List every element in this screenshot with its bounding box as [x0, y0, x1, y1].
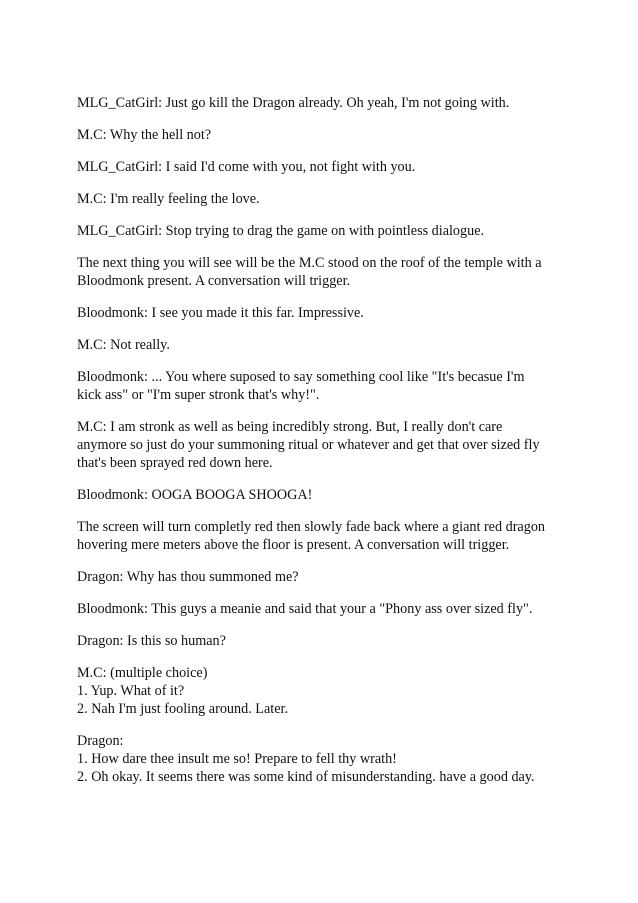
text-line: M.C: I am stronk as well as being incredibly strong. But, I really don't care	[77, 419, 503, 435]
paragraph	[77, 254, 567, 290]
text-line: M.C: Not really.	[77, 337, 170, 353]
text-line: kick ass" or "I'm super stronk that's why!".	[77, 387, 320, 403]
paragraph	[77, 336, 567, 354]
paragraph	[77, 486, 567, 504]
text-line: anymore so just do your summoning ritual or whatever and get that over sized fly	[77, 437, 540, 453]
paragraph	[77, 732, 567, 786]
text-line: M.C: I'm really feeling the love.	[77, 191, 260, 207]
text-line: Bloodmonk: This guys a meanie and said that your a "Phony ass over sized fly".	[77, 601, 533, 617]
paragraph	[77, 126, 567, 144]
text-line: 2. Oh okay. It seems there was some kind of misunderstanding. have a good day.	[77, 769, 535, 785]
text-line: MLG_CatGirl: Stop trying to drag the game on with pointless dialogue.	[77, 223, 485, 239]
paragraph	[77, 518, 567, 554]
text-line: M.C: Why the hell not?	[77, 127, 212, 143]
text-line: M.C: (multiple choice)	[77, 665, 208, 681]
text-line: that's been sprayed red down here.	[77, 455, 273, 471]
text-line: Dragon: Is this so human?	[77, 633, 226, 649]
paragraph	[77, 222, 567, 240]
paragraph	[77, 158, 567, 176]
text-line: hovering mere meters above the floor is present. A conversation will trigger.	[77, 537, 510, 553]
text-line: Dragon: Why has thou summoned me?	[77, 569, 299, 585]
paragraph	[77, 94, 567, 112]
text-line: Bloodmonk: OOGA BOOGA SHOOGA!	[77, 487, 313, 503]
text-line: The screen will turn completly red then slowly fade back where a giant red dragon	[77, 519, 546, 535]
paragraph	[77, 368, 567, 404]
text-line: MLG_CatGirl: Just go kill the Dragon already. Oh yeah, I'm not going with.	[77, 95, 510, 111]
document-body	[77, 94, 567, 800]
text-line: Dragon:	[77, 733, 124, 749]
paragraph	[77, 600, 567, 618]
paragraph	[77, 190, 567, 208]
text-line: 2. Nah I'm just fooling around. Later.	[77, 701, 288, 717]
text-line: Bloodmonk: I see you made it this far. Impressive.	[77, 305, 364, 321]
text-line: Bloodmonk: ... You where suposed to say something cool like "It's becasue I'm	[77, 369, 525, 385]
text-line: The next thing you will see will be the M.C stood on the roof of the temple with a	[77, 255, 542, 271]
text-line: Bloodmonk present. A conversation will trigger.	[77, 273, 351, 289]
text-line: MLG_CatGirl: I said I'd come with you, not fight with you.	[77, 159, 416, 175]
paragraph	[77, 632, 567, 650]
text-line: 1. Yup. What of it?	[77, 683, 185, 699]
paragraph	[77, 418, 567, 472]
text-line: 1. How dare thee insult me so! Prepare to fell thy wrath!	[77, 751, 397, 767]
paragraph	[77, 304, 567, 322]
paragraph	[77, 568, 567, 586]
paragraph	[77, 664, 567, 718]
